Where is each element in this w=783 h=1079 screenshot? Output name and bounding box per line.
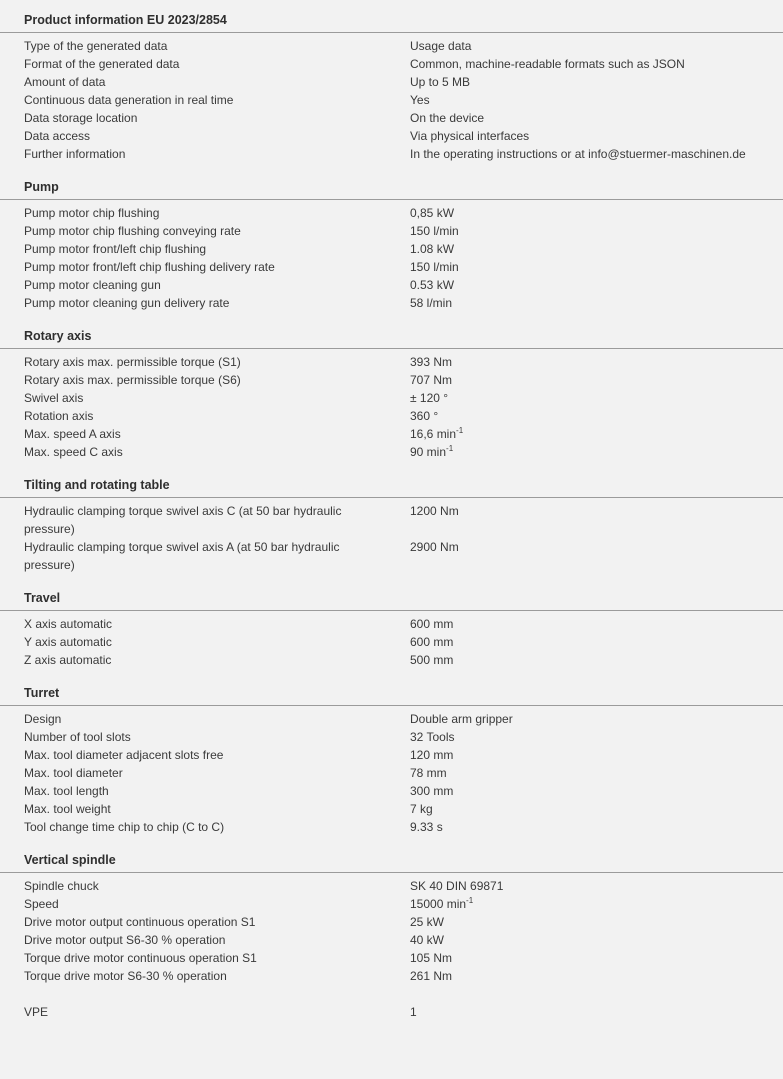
spec-row — [0, 931, 783, 949]
spec-value-text: 360 ° — [410, 409, 439, 423]
spec-value-text: 25 kW — [410, 915, 445, 929]
spec-row — [0, 222, 783, 240]
spec-label: Design — [24, 712, 62, 726]
spec-value — [410, 73, 783, 91]
spec-value — [410, 371, 783, 389]
spec-value — [410, 931, 783, 949]
spec-label: Spindle chuck — [24, 879, 99, 893]
spec-label: Speed — [24, 897, 59, 911]
spec-value-text: 393 Nm — [410, 355, 453, 369]
spec-row — [0, 37, 783, 55]
spec-row — [0, 425, 783, 443]
spec-value — [410, 145, 783, 163]
spec-row — [0, 538, 783, 574]
spec-label: Further information — [24, 147, 126, 161]
spec-row — [0, 407, 783, 425]
spec-section — [0, 586, 783, 681]
spec-label: Pump motor chip flushing conveying rate — [24, 224, 241, 238]
spec-value — [410, 746, 783, 764]
spec-label: Hydraulic clamping torque swivel axis C (at 50 bar hydraulic pressure) — [24, 504, 342, 536]
spec-value — [410, 91, 783, 109]
spec-section — [0, 8, 783, 175]
unit-exponent: -1 — [466, 896, 474, 905]
spec-section — [0, 324, 783, 473]
spec-label: Drive motor output continuous operation S1 — [24, 915, 256, 929]
spec-value-text: 150 l/min — [410, 260, 459, 274]
spec-section — [0, 681, 783, 848]
spec-value-text: Usage data — [410, 39, 472, 53]
spec-label: Hydraulic clamping torque swivel axis A (at 50 bar hydraulic pressure) — [24, 540, 340, 572]
spec-value-text: 9.33 s — [410, 820, 443, 834]
section-rows — [0, 498, 783, 586]
spec-label: Max. tool diameter — [24, 766, 123, 780]
spec-row — [0, 294, 783, 312]
spec-value — [410, 353, 783, 371]
spec-value-text: 600 mm — [410, 635, 454, 649]
spec-row — [0, 913, 783, 931]
spec-value — [410, 240, 783, 258]
spec-row — [0, 258, 783, 276]
spec-label: Max. tool length — [24, 784, 109, 798]
spec-label: X axis automatic — [24, 617, 113, 631]
spec-value-text: Yes — [410, 93, 430, 107]
section-title: Product information EU 2023/2854 — [0, 8, 783, 33]
spec-label: Tool change time chip to chip (C to C) — [24, 820, 225, 834]
spec-value-text: 90 min — [410, 445, 447, 459]
spec-value — [410, 633, 783, 651]
spec-value-text: Up to 5 MB — [410, 75, 471, 89]
spec-value-text: 0.53 kW — [410, 278, 455, 292]
spec-row — [0, 371, 783, 389]
spec-row — [0, 877, 783, 895]
spec-value-text: Common, machine-readable formats such as JSON — [410, 57, 685, 71]
spec-value-text: Via physical interfaces — [410, 129, 530, 143]
vpe-row — [0, 1003, 783, 1021]
section-rows — [0, 706, 783, 848]
spec-label: Type of the generated data — [24, 39, 168, 53]
spec-label: Data storage location — [24, 111, 138, 125]
spec-value-text: 1200 Nm — [410, 504, 459, 518]
spec-value — [410, 895, 783, 913]
spec-value — [410, 782, 783, 800]
spec-value-text: 707 Nm — [410, 373, 453, 387]
spec-value-text: 500 mm — [410, 653, 454, 667]
section-title: Turret — [0, 681, 783, 706]
section-title: Rotary axis — [0, 324, 783, 349]
spec-row — [0, 73, 783, 91]
spec-value-text: Double arm gripper — [410, 712, 513, 726]
spec-value-text: 16,6 min — [410, 427, 457, 441]
spec-row — [0, 55, 783, 73]
spec-value-text: 105 Nm — [410, 951, 453, 965]
spec-row — [0, 389, 783, 407]
spec-label: Swivel axis — [24, 391, 84, 405]
spec-value — [410, 728, 783, 746]
spec-label: Max. speed A axis — [24, 427, 121, 441]
spec-label: Rotary axis max. permissible torque (S6) — [24, 373, 241, 387]
spec-row — [0, 240, 783, 258]
spec-label: Format of the generated data — [24, 57, 180, 71]
spec-label: Drive motor output S6-30 % operation — [24, 933, 226, 947]
spec-value — [410, 800, 783, 818]
spec-row — [0, 276, 783, 294]
spec-label: Pump motor front/left chip flushing — [24, 242, 207, 256]
spec-row — [0, 895, 783, 913]
section-rows — [0, 349, 783, 473]
spec-value-text: 1.08 kW — [410, 242, 455, 256]
spec-row — [0, 145, 783, 163]
spec-label: Y axis automatic — [24, 635, 112, 649]
spec-sections — [0, 8, 783, 997]
spec-row — [0, 818, 783, 836]
spec-value — [410, 258, 783, 276]
spec-label: Max. tool diameter adjacent slots free — [24, 748, 224, 762]
spec-value-text: 2900 Nm — [410, 540, 459, 554]
section-rows — [0, 873, 783, 997]
spec-label: Continuous data generation in real time — [24, 93, 234, 107]
spec-value — [410, 913, 783, 931]
spec-row — [0, 91, 783, 109]
spec-value — [410, 443, 783, 461]
spec-row — [0, 204, 783, 222]
spec-value-text: ± 120 ° — [410, 391, 449, 405]
spec-row — [0, 633, 783, 651]
spec-row — [0, 353, 783, 371]
spec-value — [410, 127, 783, 145]
spec-label: Amount of data — [24, 75, 106, 89]
spec-value-text: On the device — [410, 111, 485, 125]
spec-row — [0, 710, 783, 728]
spec-row — [0, 109, 783, 127]
spec-value — [410, 276, 783, 294]
section-title: Pump — [0, 175, 783, 200]
unit-exponent: -1 — [446, 444, 454, 453]
spec-value — [410, 877, 783, 895]
spec-value-text: 120 mm — [410, 748, 454, 762]
spec-value — [410, 710, 783, 728]
spec-row — [0, 764, 783, 782]
spec-section — [0, 473, 783, 586]
spec-row — [0, 728, 783, 746]
spec-value-text: 600 mm — [410, 617, 454, 631]
spec-value — [410, 502, 783, 538]
spec-label: Torque drive motor continuous operation S1 — [24, 951, 257, 965]
spec-value — [410, 967, 783, 985]
section-rows — [0, 33, 783, 175]
spec-row — [0, 782, 783, 800]
spec-row — [0, 651, 783, 669]
spec-label: Rotation axis — [24, 409, 94, 423]
spec-label: Number of tool slots — [24, 730, 131, 744]
spec-row — [0, 746, 783, 764]
spec-row — [0, 800, 783, 818]
vpe-value: 1 — [410, 1005, 417, 1019]
spec-value-text: 32 Tools — [410, 730, 455, 744]
spec-value-text: 15000 min — [410, 897, 467, 911]
vpe-label: VPE — [24, 1005, 49, 1019]
spec-section — [0, 848, 783, 997]
spec-value — [410, 764, 783, 782]
spec-value-text: 58 l/min — [410, 296, 453, 310]
spec-value — [410, 294, 783, 312]
section-title: Travel — [0, 586, 783, 611]
spec-value-text: 0,85 kW — [410, 206, 455, 220]
spec-value — [410, 615, 783, 633]
spec-label: Max. tool weight — [24, 802, 111, 816]
section-title: Tilting and rotating table — [0, 473, 783, 498]
spec-label: Pump motor cleaning gun — [24, 278, 161, 292]
section-rows — [0, 200, 783, 324]
spec-value — [410, 109, 783, 127]
spec-value — [410, 651, 783, 669]
spec-value — [410, 389, 783, 407]
spec-row — [0, 443, 783, 461]
spec-row — [0, 615, 783, 633]
section-rows — [0, 611, 783, 681]
spec-value-text: 40 kW — [410, 933, 445, 947]
spec-value — [410, 538, 783, 574]
spec-label: Pump motor cleaning gun delivery rate — [24, 296, 230, 310]
spec-value — [410, 818, 783, 836]
spec-value — [410, 204, 783, 222]
spec-value-text: 261 Nm — [410, 969, 453, 983]
spec-label: Z axis automatic — [24, 653, 112, 667]
spec-label: Max. speed C axis — [24, 445, 123, 459]
spec-value-text: 78 mm — [410, 766, 447, 780]
spec-label: Torque drive motor S6-30 % operation — [24, 969, 227, 983]
spec-row — [0, 967, 783, 985]
spec-value — [410, 222, 783, 240]
spec-value-text: In the operating instructions or at info@stuermer-maschinen.de — [410, 147, 746, 161]
unit-exponent: -1 — [456, 426, 464, 435]
spec-label: Data access — [24, 129, 91, 143]
spec-value — [410, 37, 783, 55]
spec-row — [0, 502, 783, 538]
spec-row — [0, 127, 783, 145]
spec-section — [0, 175, 783, 324]
spec-value — [410, 55, 783, 73]
spec-value-text: SK 40 DIN 69871 — [410, 879, 504, 893]
spec-value-text: 150 l/min — [410, 224, 459, 238]
spec-value — [410, 425, 783, 443]
spec-row — [0, 949, 783, 967]
spec-label: Pump motor chip flushing — [24, 206, 160, 220]
section-title: Vertical spindle — [0, 848, 783, 873]
spec-value — [410, 407, 783, 425]
spec-value-text: 7 kg — [410, 802, 433, 816]
spec-value — [410, 949, 783, 967]
spec-label: Rotary axis max. permissible torque (S1) — [24, 355, 241, 369]
spec-label: Pump motor front/left chip flushing delivery rate — [24, 260, 275, 274]
spec-value-text: 300 mm — [410, 784, 454, 798]
